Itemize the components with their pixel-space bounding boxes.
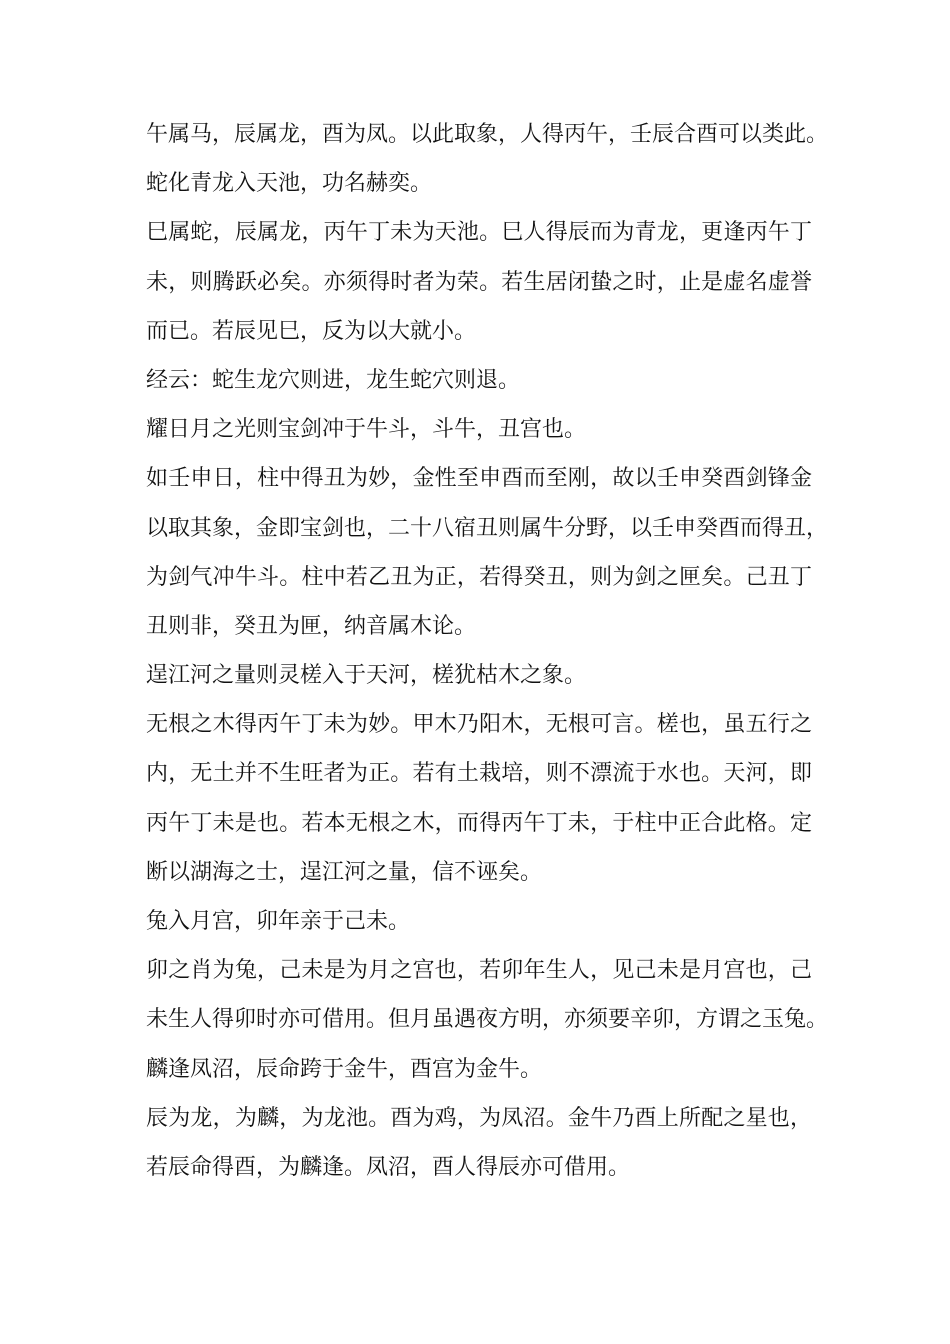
text-line: 而已。若辰见巳，反为以大就小。 (146, 318, 477, 344)
document-body (146, 110, 829, 1192)
text-line: 丙午丁未是也。若本无根之木，而得丙午丁未，于柱中正合此格。定 (146, 810, 812, 836)
text-line: 未生人得卯时亦可借用。但月虽遇夜方明，亦须要辛卯，方谓之玉兔。 (146, 1007, 829, 1033)
text-line: 蛇化青龙入天池，功名赫奕。 (146, 171, 433, 197)
text-line: 巳属蛇，辰属龙，丙午丁未为天池。巳人得辰而为青龙，更逢丙午丁 (146, 220, 812, 246)
text-line: 如壬申日，柱中得丑为妙，金性至申酉而至刚，故以壬申癸酉剑锋金 (146, 466, 812, 492)
text-line: 无根之木得丙午丁未为妙。甲木乃阳木，无根可言。槎也，虽五行之 (146, 712, 812, 738)
text-line: 耀日月之光则宝剑冲于牛斗，斗牛，丑宫也。 (146, 417, 587, 443)
text-line: 断以湖海之士，逞江河之量，信不诬矣。 (146, 859, 543, 885)
text-line: 辰为龙，为麟，为龙池。酉为鸡，为凤沼。金牛乃酉上所配之星也， (146, 1105, 812, 1131)
text-line: 未，则腾跃必矣。亦须得时者为荣。若生居闭蛰之时，止是虚名虚誉 (146, 269, 812, 295)
text-line: 以取其象，金即宝剑也，二十八宿丑则属牛分野，以壬申癸酉而得丑， (146, 515, 829, 541)
text-line: 卯之肖为兔，己未是为月之宫也，若卯年生人，见己未是月宫也，己 (146, 958, 812, 984)
text-line: 逞江河之量则灵槎入于天河，槎犹枯木之象。 (146, 663, 587, 689)
text-line: 麟逢凤沼，辰命跨于金牛，酉宫为金牛。 (146, 1056, 543, 1082)
text-line: 兔入月宫，卯年亲于己未。 (146, 909, 411, 934)
text-line: 内，无土并不生旺者为正。若有土栽培，则不漂流于水也。天河，即 (146, 761, 812, 787)
text-line: 午属马，辰属龙，酉为凤。以此取象，人得丙午，壬辰合酉可以类此。 (146, 122, 829, 147)
text-line: 为剑气冲牛斗。柱中若乙丑为正，若得癸丑，则为剑之匣矣。己丑丁 (146, 564, 812, 590)
text-line: 若辰命得酉，为麟逢。凤沼，酉人得辰亦可借用。 (146, 1154, 631, 1180)
text-line: 丑则非，癸丑为匣，纳音属木论。 (146, 613, 477, 639)
text-line: 经云：蛇生龙穴则进，龙生蛇穴则退。 (146, 367, 521, 393)
